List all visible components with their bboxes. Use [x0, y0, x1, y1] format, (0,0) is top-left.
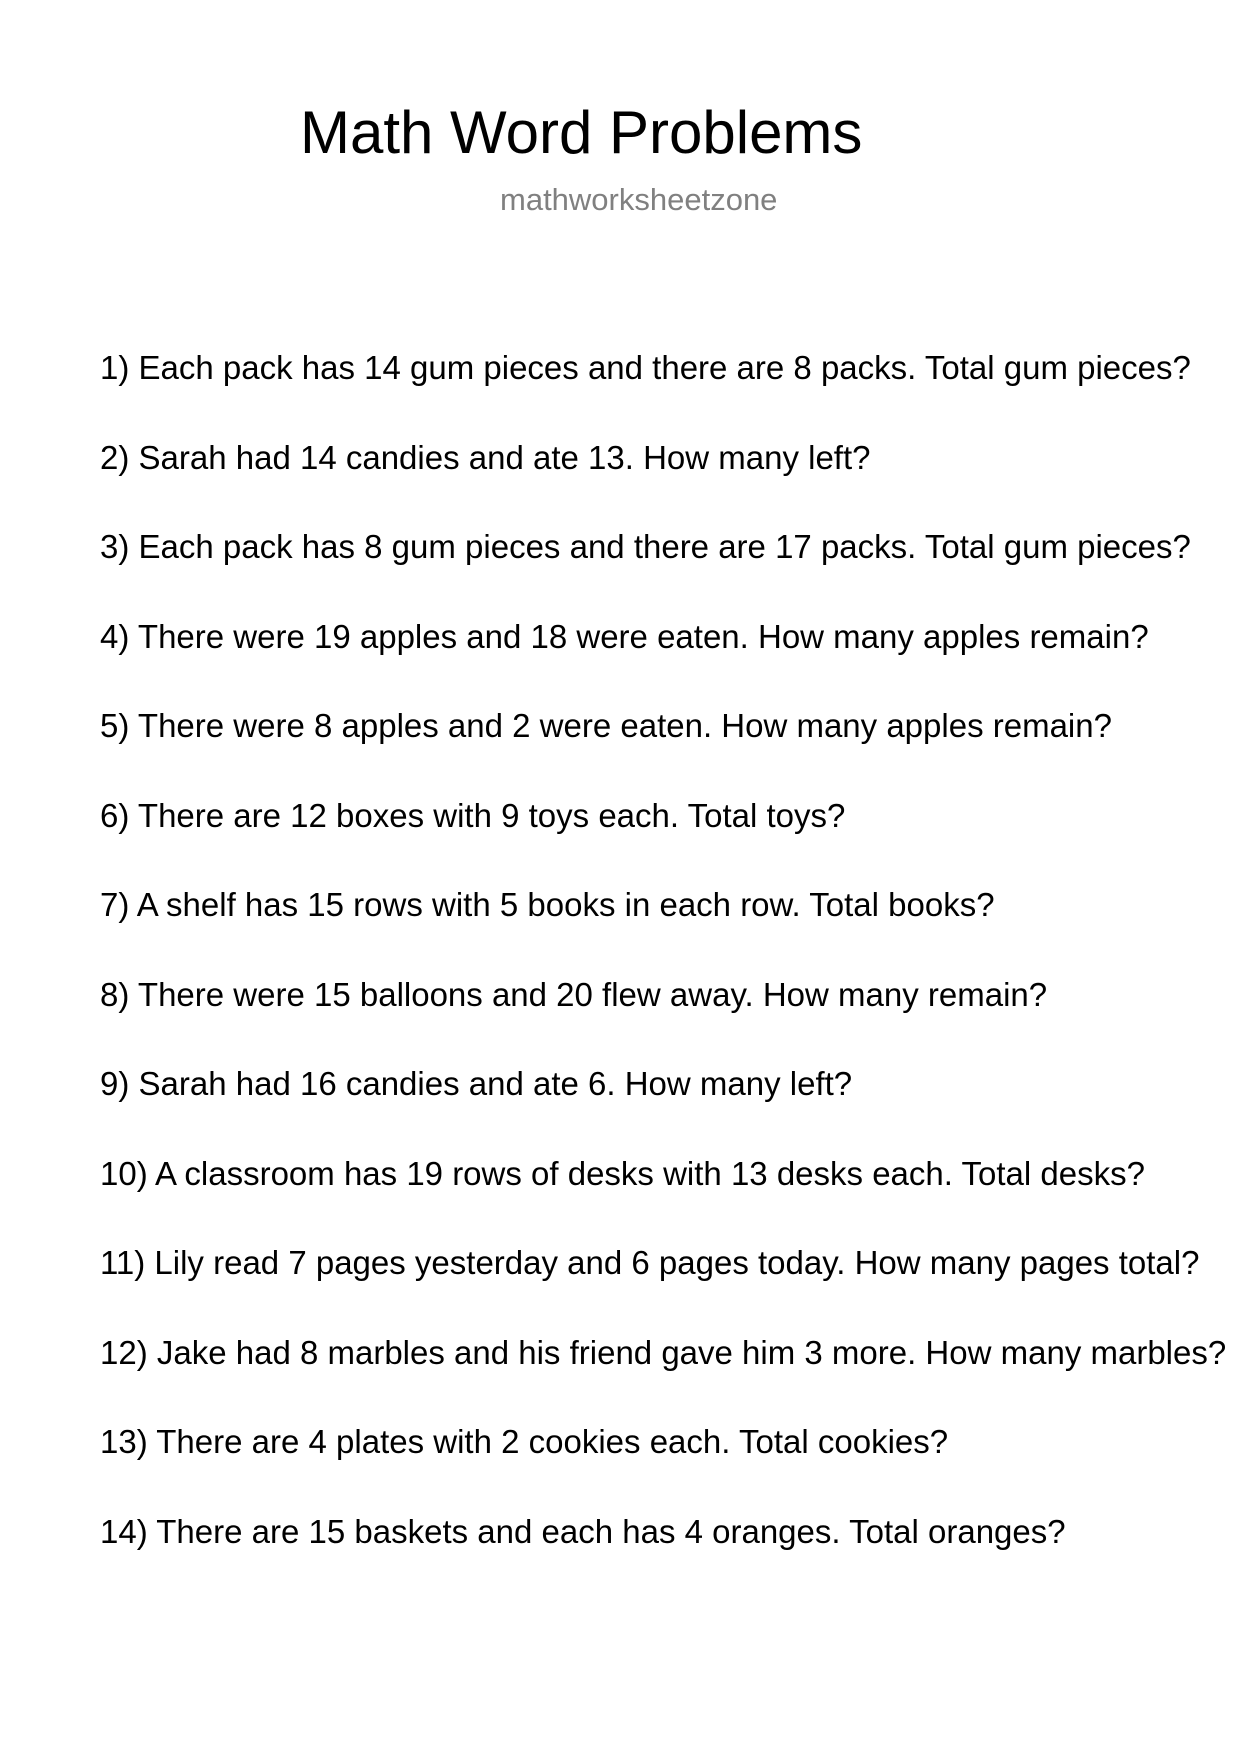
problem-item: 4) There were 19 apples and 18 were eaten. How many apples remain? [100, 617, 1149, 655]
problem-item: 6) There are 12 boxes with 9 toys each. Total toys? [100, 796, 846, 834]
problem-item: 2) Sarah had 14 candies and ate 13. How many left? [100, 438, 871, 476]
problem-item: 11) Lily read 7 pages yesterday and 6 pages today. How many pages total? [100, 1244, 1200, 1281]
worksheet-title: Math Word Problems [300, 99, 863, 166]
problem-item: 8) There were 15 balloons and 20 flew away. How many remain? [100, 975, 1048, 1013]
problem-item: 12) Jake had 8 marbles and his friend gave him 3 more. How many marbles? [100, 1333, 1227, 1371]
problem-item: 7) A shelf has 15 rows with 5 books in each row. Total books? [100, 886, 995, 923]
problem-item: 14) There are 15 baskets and each has 4 oranges. Total oranges? [100, 1512, 1066, 1550]
problem-list [100, 346, 1240, 1599]
problem-item: 10) A classroom has 19 rows of desks with 13 desks each. Total desks? [100, 1154, 1145, 1192]
worksheet-source: mathworksheetzone [500, 182, 778, 217]
problem-item: 9) Sarah had 16 candies and ate 6. How many left? [100, 1065, 853, 1102]
problem-item: 1) Each pack has 14 gum pieces and there are 8 packs. Total gum pieces? [100, 349, 1191, 386]
problem-item: 13) There are 4 plates with 2 cookies each. Total cookies? [100, 1423, 949, 1460]
problem-item: 5) There were 8 apples and 2 were eaten. How many apples remain? [100, 707, 1112, 744]
problem-item: 3) Each pack has 8 gum pieces and there are 17 packs. Total gum pieces? [100, 528, 1191, 565]
